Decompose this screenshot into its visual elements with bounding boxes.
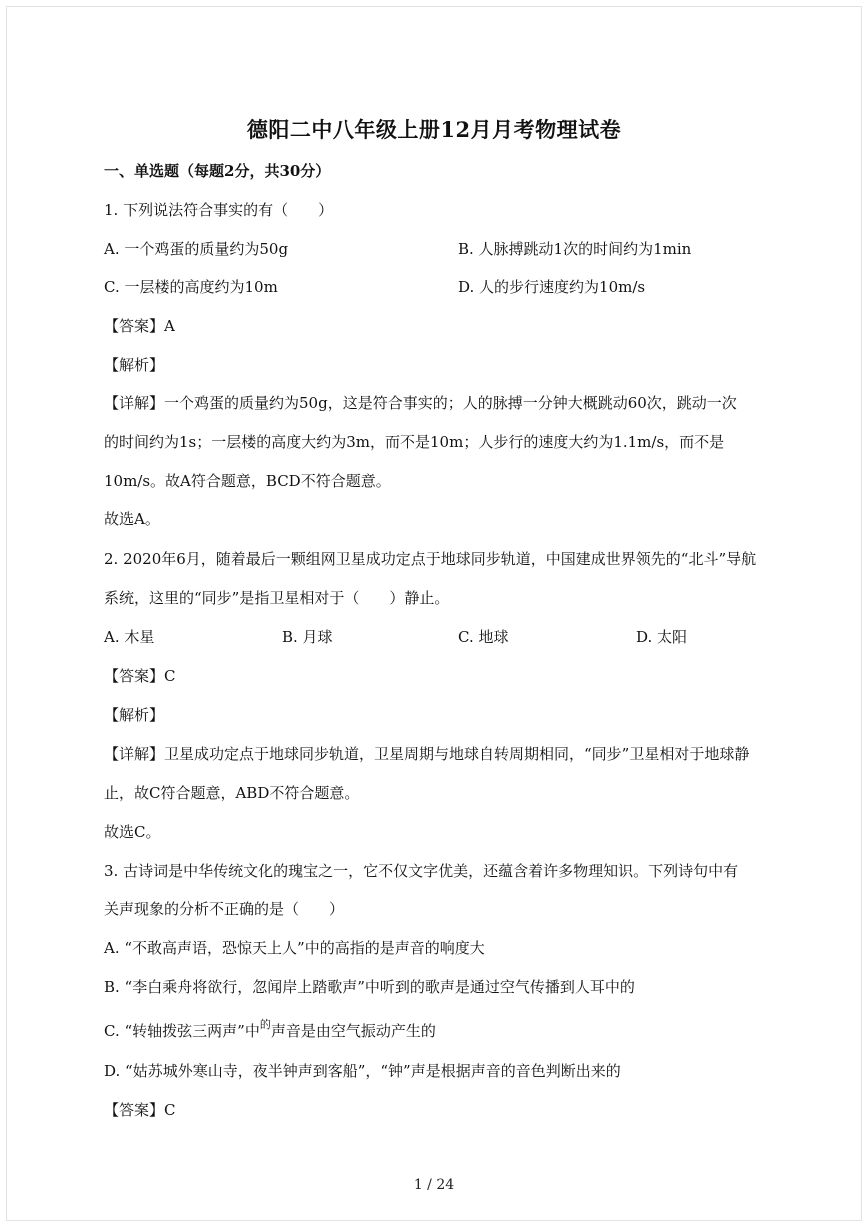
q3-option-c-post: 声音是由空气振动产生的 <box>270 1022 436 1040</box>
page-number: 1 / 24 <box>413 1177 455 1193</box>
page-title: 德阳二中八年级上册12月月考物理试卷 <box>246 117 622 142</box>
q1-option-a: A. 一个鸡蛋的质量约为50g <box>104 240 289 258</box>
q1-option-d: D. 人的步行速度约为10m/s <box>458 278 646 296</box>
q2-stem-line: 系统，这里的“同步”是指卫星相对于（ ）静止。 <box>104 589 450 607</box>
q2-option-a: A. 木星 <box>104 628 155 646</box>
q3-option-a: A. “不敢高声语，恐惊天上人”中的高指的是声音的响度大 <box>104 939 485 957</box>
q1-option-b: B. 人脉搏跳动1次的时间约为1min <box>458 240 692 258</box>
q2-detail-line: 止，故C符合题意，ABD不符合题意。 <box>104 784 360 802</box>
q2-answer: 【答案】C <box>104 667 176 685</box>
q3-answer: 【答案】C <box>104 1101 176 1119</box>
q2-detail-line: 【详解】卫星成功定点于地球同步轨道，卫星周期与地球自转周期相同，“同步”卫星相对于地球静 <box>104 745 750 763</box>
section-heading: 一、单选题（每题2分，共30分） <box>104 162 331 180</box>
q2-conclusion: 故选C。 <box>104 823 161 841</box>
q1-option-c: C. 一层楼的高度约为10m <box>104 278 278 296</box>
q2-stem-line: 2. 2020年6月，随着最后一颗组网卫星成功定点于地球同步轨道，中国建成世界领先的“北斗”导航 <box>104 550 757 568</box>
q3-option-b: B. “李白乘舟将欲行，忽闻岸上踏歌声”中听到的歌声是通过空气传播到人耳中的 <box>104 978 635 996</box>
q1-detail-line: 【详解】一个鸡蛋的质量约为50g，这是符合事实的；人的脉搏一分钟大概跳动60次，跳动一次 <box>104 394 737 412</box>
q3-option-c-pre: C. “转轴拨弦三两声”中 <box>104 1022 260 1040</box>
q3-stem-line: 关声现象的分析不正确的是（ ） <box>104 900 345 918</box>
q1-detail-line: 的时间约为1s；一层楼的高度大约为3m，而不是10m；人步行的速度大约为1.1m/s，而不是 <box>104 433 725 451</box>
q1-answer: 【答案】A <box>104 317 175 335</box>
q3-stem-line: 3. 古诗词是中华传统文化的瑰宝之一，它不仅文字优美，还蕴含着许多物理知识。下列诗句中有 <box>104 862 739 880</box>
q1-analysis: 【解析】 <box>104 356 165 374</box>
q2-analysis: 【解析】 <box>104 706 165 724</box>
q3-option-c-superscript: 的 <box>259 1018 271 1031</box>
q1-conclusion: 故选A。 <box>104 510 160 528</box>
q2-option-d: D. 太阳 <box>636 628 688 646</box>
q3-option-c <box>104 1020 436 1041</box>
q3-option-d: D. “姑苏城外寒山寺，夜半钟声到客船”，“钟”声是根据声音的音色判断出来的 <box>104 1062 621 1080</box>
q1-stem: 1. 下列说法符合事实的有（ ） <box>104 201 334 219</box>
q2-option-c: C. 地球 <box>458 628 509 646</box>
q1-detail-line: 10m/s。故A符合题意，BCD不符合题意。 <box>104 472 391 490</box>
q2-option-b: B. 月球 <box>282 628 333 646</box>
